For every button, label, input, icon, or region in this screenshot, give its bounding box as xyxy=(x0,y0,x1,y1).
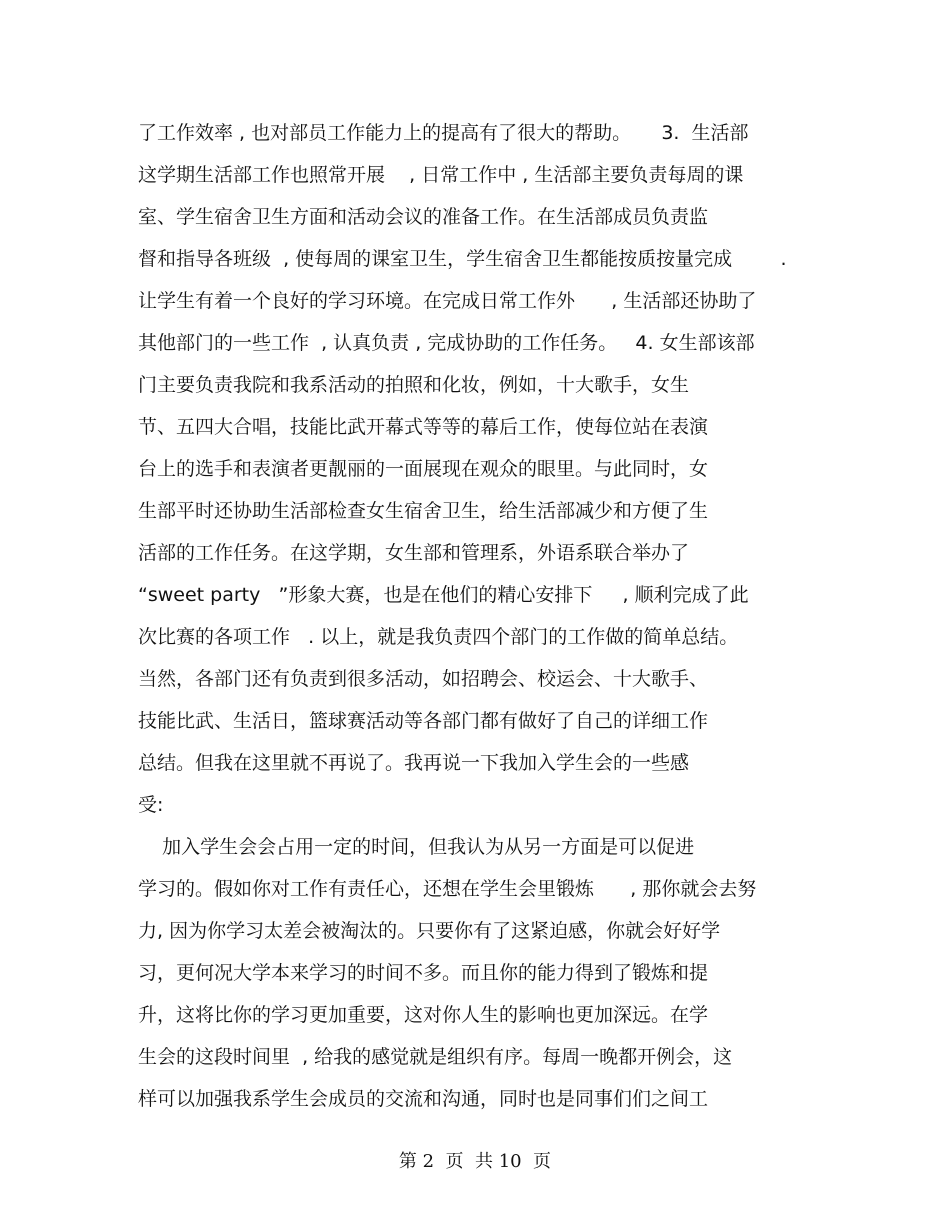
text-line: 加入学生会会占用一定的时间，但我认为从另一方面是可以促进 xyxy=(138,836,695,858)
text-line: 样可以加强我系学生会成员的交流和沟通，同时也是同事们们之间工 xyxy=(138,1088,709,1110)
text-line: 生部平时还协助生活部检查女生宿舍卫生，给生活部减少和方便了生 xyxy=(138,500,709,522)
text-line: 升，这将比你的学习更加重要，这对你人生的影响也更加深远。在学 xyxy=(138,1004,709,1026)
text-line: 受: xyxy=(138,794,164,816)
text-line: 室、学生宿舍卫生方面和活动会议的准备工作。在生活部成员负责监 xyxy=(138,206,709,228)
text-line: 台上的选手和表演者更靓丽的一面展现在观众的眼里。与此同时，女 xyxy=(138,458,709,480)
text-line: 督和指导各班级 , 使每周的课室卫生，学生宿舍卫生都能按质按量完成 . xyxy=(138,248,787,270)
text-line: 门主要负责我院和我系活动的拍照和化妆，例如，十大歌手，女生 xyxy=(138,374,690,396)
text-line: 习，更何况大学本来学习的时间不多。而且你的能力得到了锻炼和提 xyxy=(138,962,709,984)
text-line: 活部的工作任务。在这学期，女生部和管理系，外语系联合举办了 xyxy=(138,542,690,564)
text-line: 生会的这段时间里 , 给我的感觉就是组织有序。每周一晚都开例会，这 xyxy=(138,1046,733,1068)
page-number-footer: 第 2 页 共 10 页 xyxy=(398,1151,552,1172)
text-line: 了工作效率 , 也对部员工作能力上的提高有了很大的帮助。 3. 生活部 xyxy=(138,122,749,144)
text-line: 力, 因为你学习太差会被淘汰的。只要你有了这紧迫感，你就会好好学 xyxy=(138,920,721,942)
text-line: 这学期生活部工作也照常开展 , 日常工作中 , 生活部主要负责每周的课 xyxy=(138,164,744,186)
body-text xyxy=(138,112,818,1120)
text-line: 当然，各部门还有负责到很多活动，如招聘会、校运会、十大歌手、 xyxy=(138,668,709,690)
text-line: 节、五四大合唱，技能比武开幕式等等的幕后工作，使每位站在表演 xyxy=(138,416,709,438)
text-line: 其他部门的一些工作 , 认真负责 , 完成协助的工作任务。 4. 女生部该部 xyxy=(138,332,755,354)
text-line: 次比赛的各项工作 . 以上，就是我负责四个部门的工作做的简单总结。 xyxy=(138,626,739,648)
text-line: 总结。但我在这里就不再说了。我再说一下我加入学生会的一些感 xyxy=(138,752,690,774)
text-line: 学习的。假如你对工作有责任心，还想在学生会里锻炼 , 那你就会去努 xyxy=(138,878,757,900)
text-line: 让学生有着一个良好的学习环境。在完成日常工作外 , 生活部还协助了 xyxy=(138,290,757,312)
text-line: “sweet party ”形象大赛，也是在他们的精心安排下 , 顺利完成了此 xyxy=(138,584,749,606)
text-line: 技能比武、生活日，篮球赛活动等各部门都有做好了自己的详细工作 xyxy=(138,710,709,732)
